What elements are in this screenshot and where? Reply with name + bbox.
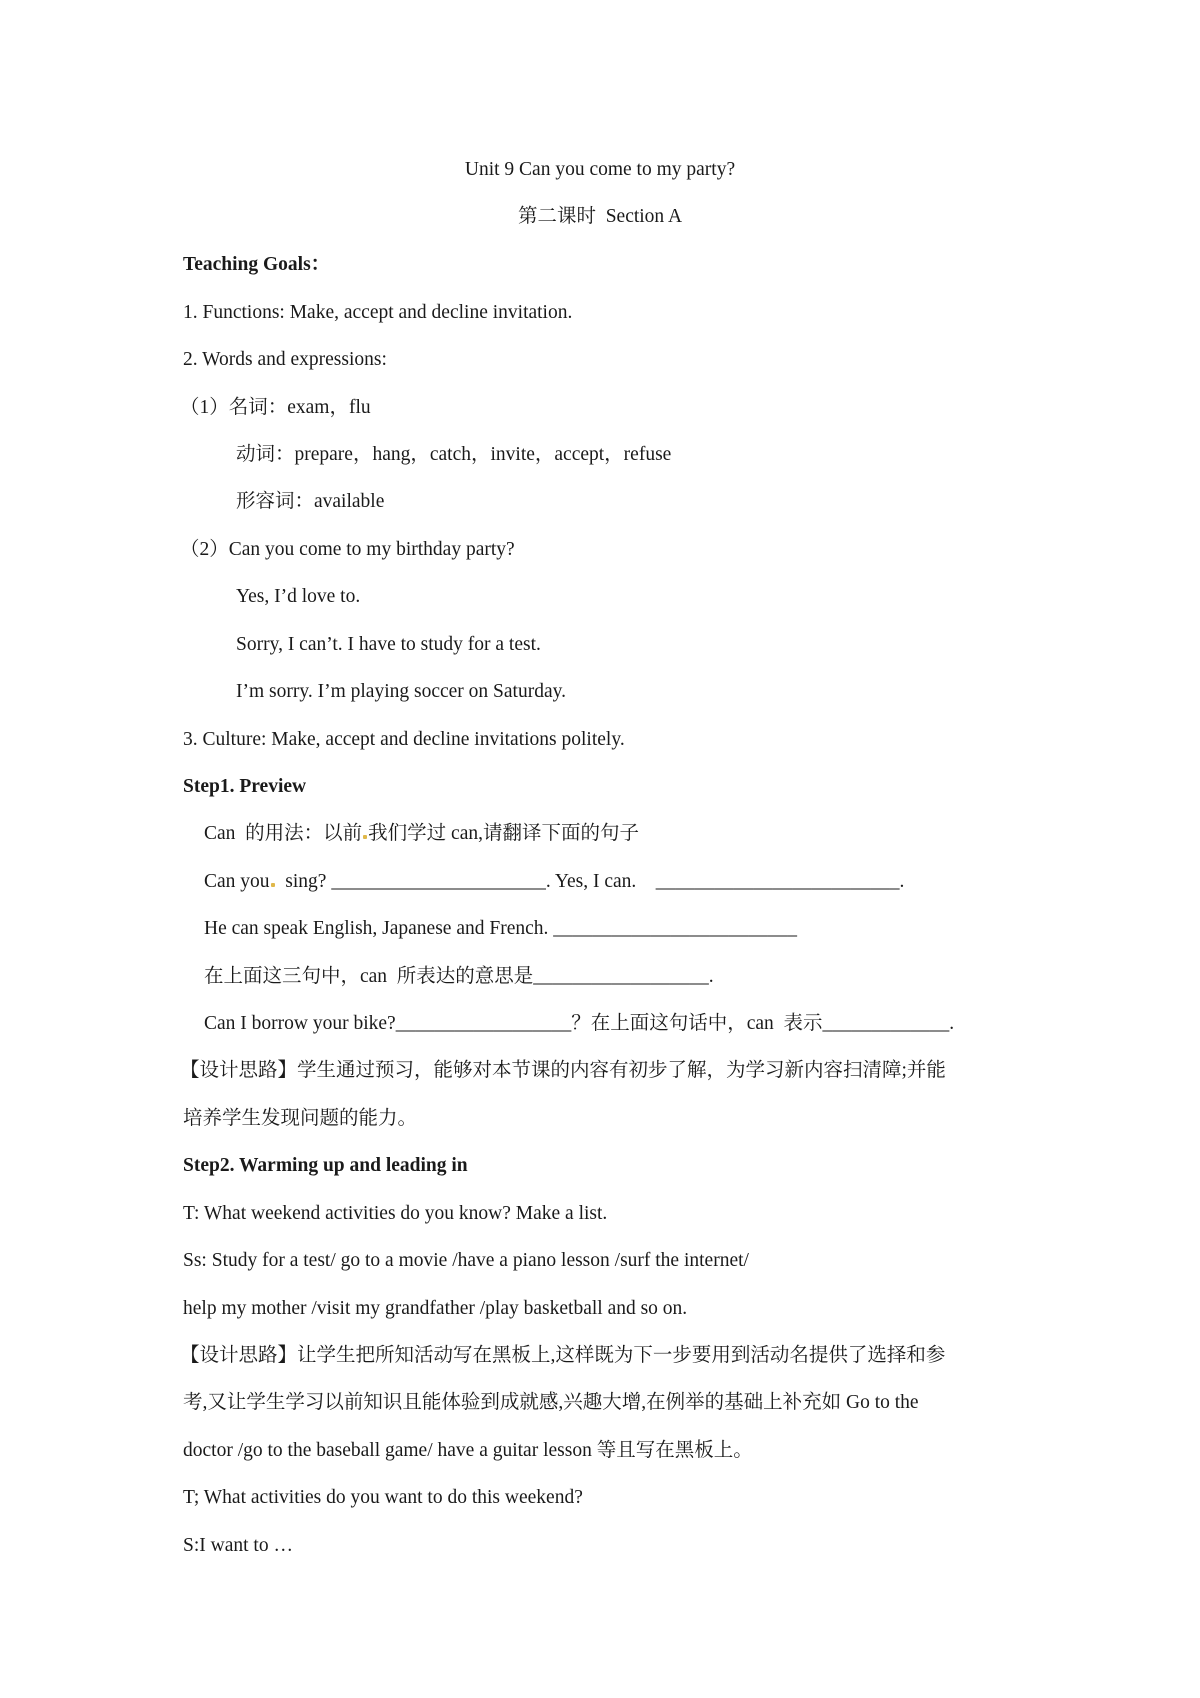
phrase-answer-3: I’m sorry. I’m playing soccer on Saturday. [236,681,566,702]
preview-intro-part-b: 我们学过 can,请翻译下面的句子 [368,823,639,844]
teaching-goals-heading: Teaching Goals： [183,254,331,275]
preview-intro-part-a: Can 的用法：以前 [204,823,363,844]
document-title: Unit 9 Can you come to my party? [464,159,736,180]
preview-question-3: 在上面这三句中，can 所表达的意思是__________________. [204,966,714,987]
phrase-question: （2）Can you come to my birthday party? [180,539,515,560]
preview-question-1-part-a: Can you [204,871,270,892]
highlight-mark [271,883,275,887]
step1-heading: Step1. Preview [183,776,307,797]
document-subtitle: 第二课时 Section A [517,206,683,227]
words-verbs: 动词：prepare，hang，catch，invite，accept，refuse [236,444,672,465]
goal-culture: 3. Culture: Make, accept and decline invitations politely. [183,729,625,750]
highlight-mark [363,835,367,839]
preview-question-4: Can I borrow your bike?__________________？在上面这句话中，can 表示_____________. [204,1013,955,1034]
students-line-1: Ss: Study for a test/ go to a movie /have a piano lesson /surf the internet/ [183,1250,749,1271]
phrase-answer-1: Yes, I’d love to. [236,586,361,607]
design-note-2-line-2: 考,又让学生学习以前知识且能体验到成就感,兴趣大增,在例举的基础上补充如 Go to the [183,1392,919,1413]
preview-question-1-part-b: sing? ______________________. Yes, I can. _________________________. [275,871,905,892]
teacher-line-2: T; What activities do you want to do this weekend? [183,1487,583,1508]
students-line-2: help my mother /visit my grandfather /play basketball and so on. [183,1298,688,1319]
words-adjectives: 形容词：available [236,491,385,512]
goal-words: 2. Words and expressions: [183,349,387,370]
preview-question-1 [204,870,904,894]
design-note-2-line-1: 【设计思路】让学生把所知活动写在黑板上,这样既为下一步要用到活动名提供了选择和参 [180,1345,946,1366]
preview-question-2: He can speak English, Japanese and French. _________________________ [204,918,798,939]
teacher-line-1: T: What weekend activities do you know? Make a list. [183,1203,608,1224]
goal-functions: 1. Functions: Make, accept and decline invitation. [183,302,573,323]
phrase-answer-2: Sorry, I can’t. I have to study for a test. [236,634,541,655]
step2-heading: Step2. Warming up and leading in [183,1155,468,1176]
words-nouns: （1）名词：exam，flu [180,397,371,418]
preview-intro [204,822,639,846]
student-line: S:I want to … [183,1535,293,1556]
design-note-1-line-1: 【设计思路】学生通过预习，能够对本节课的内容有初步了解，为学习新内容扫清障;并能 [180,1060,946,1081]
design-note-2-line-3: doctor /go to the baseball game/ have a guitar lesson 等且写在黑板上。 [183,1440,753,1461]
design-note-1-line-2: 培养学生发现问题的能力。 [183,1108,418,1129]
